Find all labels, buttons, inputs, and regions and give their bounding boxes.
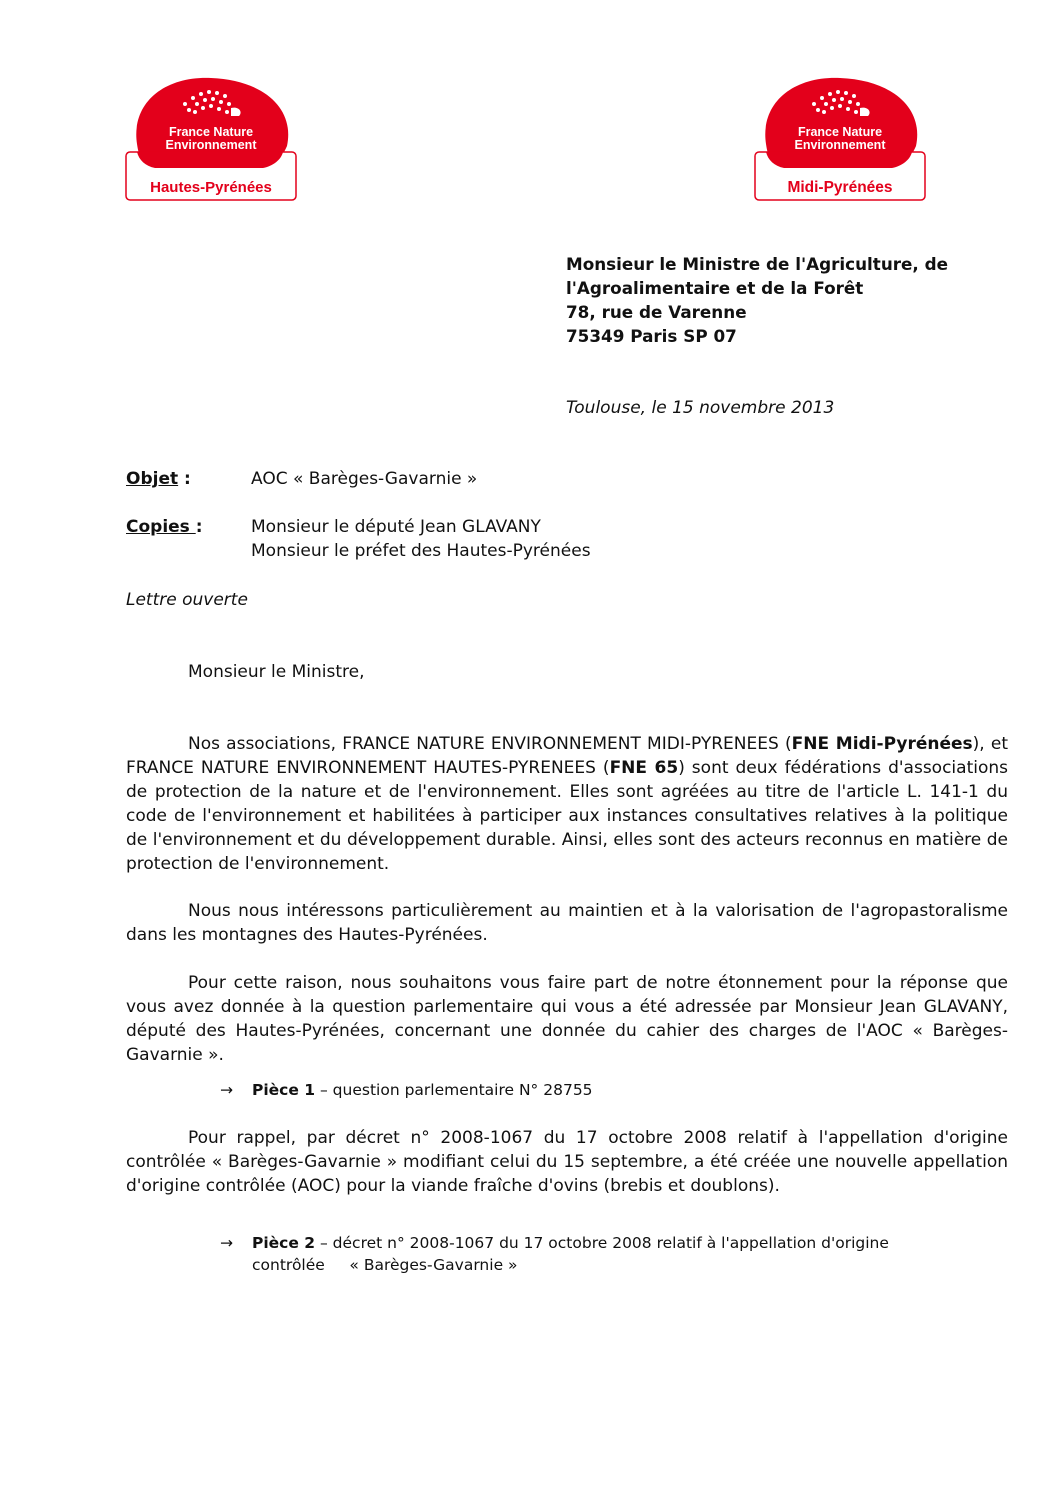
paragraph-decret: Pour rappel, par décret n° 2008-1067 du 17 octobre 2008 relatif à l'appellation d'origine contrôlée « Barèges-Gavarnie » modifiant celui du 15 septembre, a été créée une nouvelle appellation d'origine contrôlée (AOC) pour la viande fraîche d'ovins (brebis et doublons). [126,1128,1008,1196]
fne-logo-icon [752,74,928,204]
svg-text:Hautes-Pyrénées: Hautes-Pyrénées [150,179,272,196]
arrow-right-icon: → [220,1234,233,1252]
recipient-line: 78, rue de Varenne [566,302,747,322]
recipient-address [566,252,1008,348]
objet-value: AOC « Barèges-Gavarnie » [251,469,478,489]
paragraph-etonnement: Pour cette raison, nous souhaitons vous faire part de notre étonnement pour la réponse que vous avez donnée à la question parlementaire qui vous a été adressée par Monsieur Jean GLAVANY, député des Hautes-Pyrénées, concernant une donnée du cahier des charges de l'AOC « Barèges-Gavarnie ». [126,973,1008,1065]
svg-text:Environnement: Environnement [794,138,886,152]
piece-1-reference: → Pièce 1 – question parlementaire N° 28755 [220,1081,593,1099]
piece-2-continuation: contrôlée « Barèges-Gavarnie » [252,1256,518,1274]
salutation: Monsieur le Ministre, [188,662,365,682]
recipient-line: Monsieur le Ministre de l'Agriculture, de [566,254,949,274]
svg-text:France Nature: France Nature [168,125,254,139]
piece-2-reference: → Pièce 2 – décret n° 2008-1067 du 17 octobre 2008 relatif à l'appellation d'origine contrôlée « Barèges-Gavarnie » [220,1232,1008,1276]
objet-label: Objet : [126,469,191,489]
logo-fne-midi-pyrenees [752,74,928,204]
svg-text:Midi-Pyrénées: Midi-Pyrénées [787,179,893,196]
paragraph-agropastoralisme: Nous nous intéressons particulièrement au maintien et à la valorisation de l'agropastoralisme dans les montagnes des Hautes-Pyrénées. [126,901,1008,945]
fne-logo-icon [123,74,299,204]
svg-text:France Nature: France Nature [797,125,883,139]
copies-value-2: Monsieur le préfet des Hautes-Pyrénées [251,541,591,561]
lettre-ouverte: Lettre ouverte [126,590,248,610]
copies-value-1: Monsieur le député Jean GLAVANY [251,517,541,537]
paragraph-associations: Nos associations, FRANCE NATURE ENVIRONNEMENT MIDI-PYRENEES (FNE Midi-Pyrénées), et FRANCE NATURE ENVIRONNEMENT HAUTES-PYRENEES (FNE 65) sont deux fédérations d'associations de protection de la nature et de l'environnement. Elles sont agréées au titre de l'article L. 141-1 du code de l'environnement et habilitées à participer aux instances consultatives relatives à la politique de l'environnement et du développement durable. Ainsi, elles sont des acteurs reconnus en matière de protection de l'environnement. [126,734,1008,874]
recipient-line: l'Agroalimentaire et de la Forêt [566,278,864,298]
place-date: Toulouse, le 15 novembre 2013 [566,398,835,418]
recipient-line: 75349 Paris SP 07 [566,326,737,346]
svg-text:Environnement: Environnement [165,138,257,152]
logo-fne-hautes-pyrenees [123,74,299,204]
copies-label: Copies : [126,517,203,537]
arrow-right-icon: → [220,1081,233,1099]
